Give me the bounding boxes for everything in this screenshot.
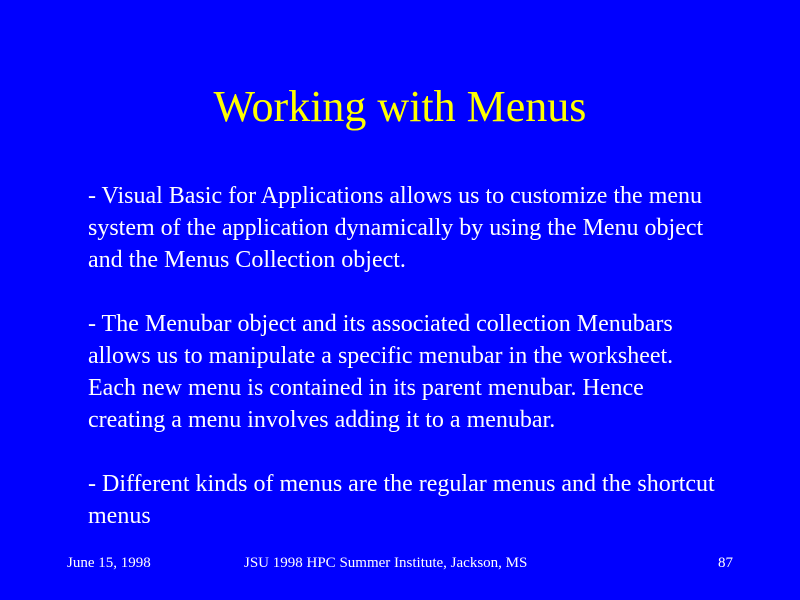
paragraph-line: allows us to manipulate a specific menubar in the worksheet. <box>88 343 674 369</box>
paragraph-line: creating a menu involves adding it to a menubar. <box>88 407 556 433</box>
paragraph-line: system of the application dynamically by using the Menu object <box>88 215 704 241</box>
slide-title: Working with Menus <box>213 82 587 131</box>
paragraph-line: - Visual Basic for Applications allows us to customize the menu <box>88 183 703 209</box>
paragraph-line: - Different kinds of menus are the regular menus and the shortcut <box>88 471 715 497</box>
footer-page-number: 87 <box>718 555 733 571</box>
paragraph-line: - The Menubar object and its associated collection Menubars <box>88 311 673 337</box>
footer-event: JSU 1998 HPC Summer Institute, Jackson, MS <box>244 555 528 571</box>
bullet-paragraph-2 <box>88 308 796 436</box>
bullet-paragraph-3 <box>88 468 796 532</box>
paragraph-line: Each new menu is contained in its parent menubar. Hence <box>88 375 644 401</box>
paragraph-line: and the Menus Collection object. <box>88 247 406 273</box>
footer-date: June 15, 1998 <box>67 555 151 571</box>
paragraph-line: menus <box>88 503 151 529</box>
slide-body <box>88 180 796 564</box>
bullet-paragraph-1 <box>88 180 796 276</box>
